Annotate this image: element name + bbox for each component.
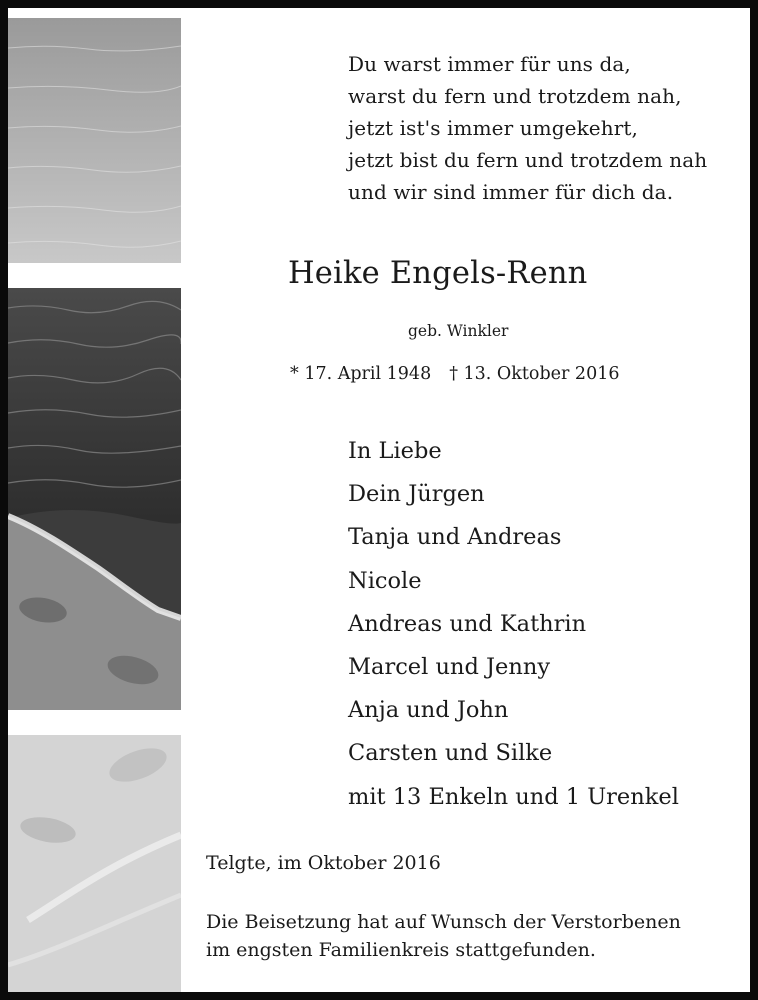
mourner-line: Nicole	[348, 567, 422, 594]
life-dates	[290, 364, 619, 384]
poem-line: jetzt ist's immer umgekehrt,	[348, 116, 638, 140]
sea-water-photo	[8, 18, 181, 263]
mourner-line: Andreas und Kathrin	[348, 610, 587, 637]
mourner-line: Dein Jürgen	[348, 481, 485, 508]
poem-line: warst du fern und trotzdem nah,	[348, 84, 682, 108]
poem	[348, 48, 707, 208]
poem-line: jetzt bist du fern und trotzdem nah	[348, 148, 708, 172]
mourner-line: Carsten und Silke	[348, 740, 553, 767]
place-and-date: Telgte, im Oktober 2016	[206, 852, 441, 874]
burial-note-line: im engsten Familienkreis stattgefunden.	[206, 939, 596, 961]
birth-date: * 17. April 1948	[290, 364, 432, 384]
death-date: † 13. Oktober 2016	[449, 364, 620, 384]
beach-footprints-photo	[8, 288, 181, 710]
deceased-name: Heike Engels-Renn	[288, 256, 588, 291]
birth-name: geb. Winkler	[408, 322, 509, 340]
mourner-line: Anja und John	[348, 697, 509, 724]
mourner-line: In Liebe	[348, 438, 442, 464]
mourners-list	[348, 430, 679, 819]
mourner-line: mit 13 Enkeln und 1 Urenkel	[348, 783, 679, 810]
poem-line: und wir sind immer für dich da.	[348, 180, 674, 204]
poem-line: Du warst immer für uns da,	[348, 52, 631, 76]
burial-note	[206, 908, 681, 964]
burial-note-line: Die Beisetzung hat auf Wunsch der Verstorbenen	[206, 911, 681, 933]
faded-sand-photo	[8, 735, 181, 1000]
mourner-line: Tanja und Andreas	[348, 524, 562, 551]
mourner-line: Marcel und Jenny	[348, 653, 551, 680]
